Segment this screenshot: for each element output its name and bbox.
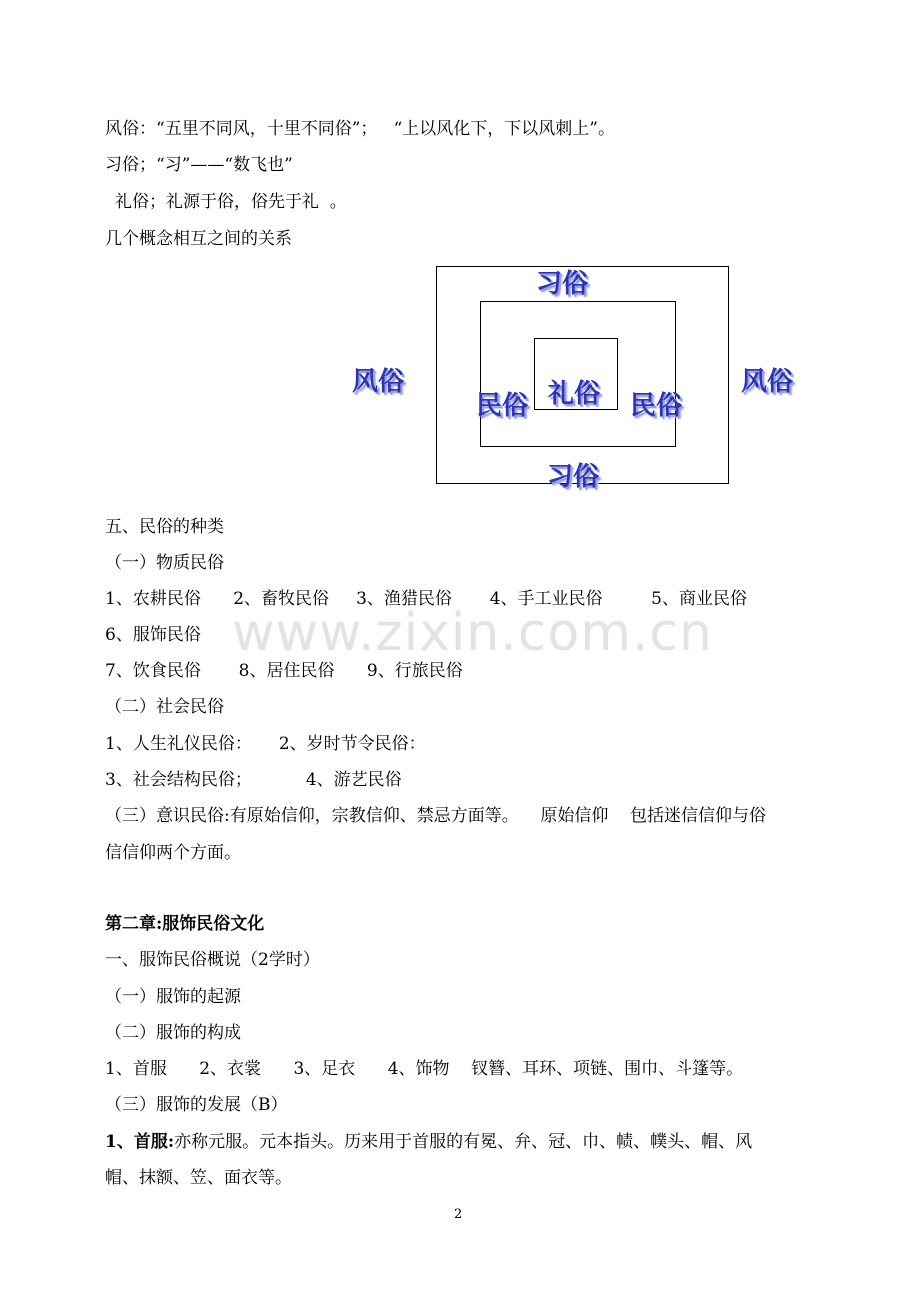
text-line-22: 帽、抹额、笠、面衣等。 <box>105 1168 292 1188</box>
text-line-19: 1、首服 2、衣裳 3、足衣 4、饰物 钗簪、耳环、项链、围巾、斗篷等。 <box>105 1059 744 1079</box>
term-definition: 亦称元服。元本指头。历来用于首服的有冕、弁、冠、巾、帻、幞头、帽、风 <box>174 1132 753 1152</box>
text-line-14: 信信仰两个方面。 <box>105 843 241 863</box>
text-line-13: （三）意识民俗:有原始信仰，宗教信仰、禁忌方面等。 原始信仰 包括迷信信仰与俗 <box>105 806 766 826</box>
label-top: 习俗 <box>536 269 589 299</box>
label-middle-right: 民俗 <box>630 391 683 421</box>
text-line-9: 7、饮食民俗 8、居住民俗 9、行旅民俗 <box>105 661 463 681</box>
text-line-16: 一、服饰民俗概说（2学时） <box>105 950 320 970</box>
text-line-18: （二）服饰的构成 <box>105 1023 241 1043</box>
label-outer-left: 风俗 <box>352 367 405 397</box>
term-label: 1、首服: <box>105 1132 175 1152</box>
label-outer-right: 风俗 <box>741 367 794 397</box>
text-line-3: 礼俗；礼源于俗，俗先于礼 。 <box>115 192 347 212</box>
text-line-17: （一）服饰的起源 <box>105 987 241 1007</box>
text-line-7: 1、农耕民俗 2、畜牧民俗 3、渔猎民俗 4、手工业民俗 5、商业民俗 <box>105 589 747 609</box>
text-line-20: （三）服饰的发展（B） <box>105 1095 288 1115</box>
chapter-heading: 第二章:服饰民俗文化 <box>105 914 265 934</box>
text-line-4: 几个概念相互之间的关系 <box>105 229 292 249</box>
text-line-21 <box>105 1130 752 1154</box>
text-line-12: 3、社会结构民俗； 4、游艺民俗 <box>105 770 402 790</box>
label-center: 礼俗 <box>548 379 601 409</box>
text-line-6: （一）物质民俗 <box>105 553 224 573</box>
text-line-1: 风俗：“五里不同风，十里不同俗”； “上以风化下，下以风刺上”。 <box>105 119 615 139</box>
label-middle-left: 民俗 <box>476 391 529 421</box>
text-line-8: 6、服饰民俗 <box>105 625 201 645</box>
watermark: www.zixin.com.cn <box>232 603 713 663</box>
page-number: 2 <box>454 1207 463 1222</box>
text-line-11: 1、人生礼仪民俗： 2、岁时节令民俗： <box>105 734 426 754</box>
label-bottom: 习俗 <box>547 462 600 492</box>
text-line-5: 五、民俗的种类 <box>105 517 224 537</box>
text-line-10: （二）社会民俗 <box>105 697 224 717</box>
text-line-2: 习俗；“习”——“数飞也” <box>105 155 293 175</box>
